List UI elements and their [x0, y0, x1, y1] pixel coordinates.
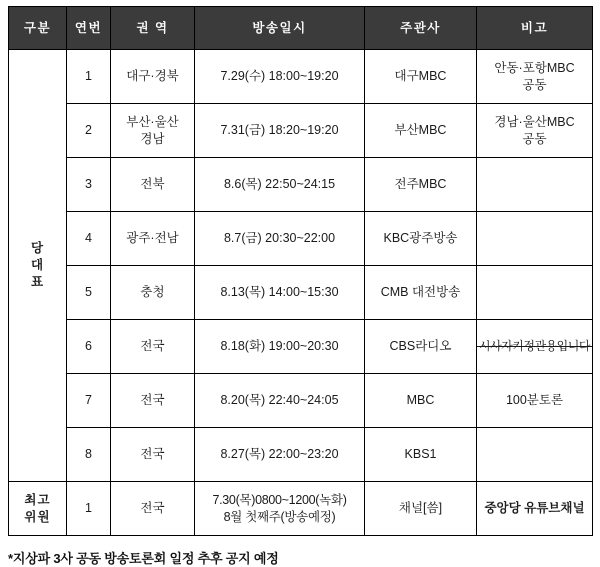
broadcast-schedule-table	[8, 6, 593, 536]
table-row	[9, 374, 593, 428]
row-datetime	[195, 482, 365, 536]
group-label-supreme-council: 최고 위원	[9, 482, 67, 536]
group-label-party-leader: 당 대 표	[9, 50, 67, 482]
header-cell-division: 구분	[9, 7, 67, 50]
table-row	[9, 104, 593, 158]
row-datetime: 8.18(화) 19:00~20:30	[195, 320, 365, 374]
row-host: CBS라디오	[365, 320, 477, 374]
row-region: 광주·전남	[111, 212, 195, 266]
row-host: 채널[씀]	[365, 482, 477, 536]
row-datetime: 8.20(목) 22:40~24:05	[195, 374, 365, 428]
footnote-text: *지상파 3사 공동 방송토론회 일정 추후 공지 예정	[8, 551, 279, 566]
row-note	[477, 104, 593, 158]
row-region-line2: 경남	[140, 131, 165, 146]
row-datetime: 7.31(금) 18:20~19:20	[195, 104, 365, 158]
row-note-line1: 안동·포항MBC	[494, 60, 575, 75]
header-cell-region: 권 역	[111, 7, 195, 50]
row-host: 대구MBC	[365, 50, 477, 104]
row-note-struck: 시사자키정관용입니다	[479, 339, 590, 354]
row-host: 부산MBC	[365, 104, 477, 158]
row-note: 중앙당 유튜브채널	[477, 482, 593, 536]
row-number: 4	[67, 212, 111, 266]
row-datetime-line1: 7.30(목)0800~1200(녹화)	[212, 492, 347, 507]
table-row	[9, 50, 593, 104]
row-region: 충청	[111, 266, 195, 320]
row-number: 6	[67, 320, 111, 374]
row-number: 3	[67, 158, 111, 212]
row-datetime: 8.6(목) 22:50~24:15	[195, 158, 365, 212]
row-note	[477, 428, 593, 482]
table-row	[9, 428, 593, 482]
row-region: 전국	[111, 428, 195, 482]
row-note	[477, 266, 593, 320]
row-number: 8	[67, 428, 111, 482]
row-host: 전주MBC	[365, 158, 477, 212]
row-note-line2: 공동	[522, 131, 547, 146]
row-region: 전북	[111, 158, 195, 212]
table-row	[9, 212, 593, 266]
table-body	[9, 50, 593, 536]
row-number: 2	[67, 104, 111, 158]
table-row	[9, 482, 593, 536]
header-cell-number: 연번	[67, 7, 111, 50]
row-note: 100분토론	[477, 374, 593, 428]
row-note	[477, 50, 593, 104]
row-region	[111, 104, 195, 158]
row-datetime: 8.13(목) 14:00~15:30	[195, 266, 365, 320]
row-region: 전국	[111, 320, 195, 374]
row-number: 5	[67, 266, 111, 320]
row-datetime: 7.29(수) 18:00~19:20	[195, 50, 365, 104]
row-datetime: 8.27(목) 22:00~23:20	[195, 428, 365, 482]
header-cell-host: 주관사	[365, 7, 477, 50]
row-note-line2: 공동	[522, 77, 547, 92]
table-row	[9, 158, 593, 212]
row-region: 전국	[111, 482, 195, 536]
row-note	[477, 158, 593, 212]
row-note-line1: 경남·울산MBC	[494, 114, 575, 129]
header-cell-note: 비고	[477, 7, 593, 50]
row-region: 대구·경북	[111, 50, 195, 104]
row-number: 1	[67, 50, 111, 104]
row-host: MBC	[365, 374, 477, 428]
row-region: 전국	[111, 374, 195, 428]
header-cell-datetime: 방송일시	[195, 7, 365, 50]
row-number: 7	[67, 374, 111, 428]
row-number: 1	[67, 482, 111, 536]
table-row	[9, 266, 593, 320]
table-header	[9, 7, 593, 50]
row-region-line1: 부산·울산	[126, 114, 179, 129]
row-note	[477, 320, 593, 374]
row-note	[477, 212, 593, 266]
row-host: CMB 대전방송	[365, 266, 477, 320]
row-host: KBC광주방송	[365, 212, 477, 266]
row-host: KBS1	[365, 428, 477, 482]
header-row	[9, 7, 593, 50]
row-datetime: 8.7(금) 20:30~22:00	[195, 212, 365, 266]
table-row	[9, 320, 593, 374]
row-datetime-line2: 8월 첫째주(방송예정)	[223, 509, 336, 524]
